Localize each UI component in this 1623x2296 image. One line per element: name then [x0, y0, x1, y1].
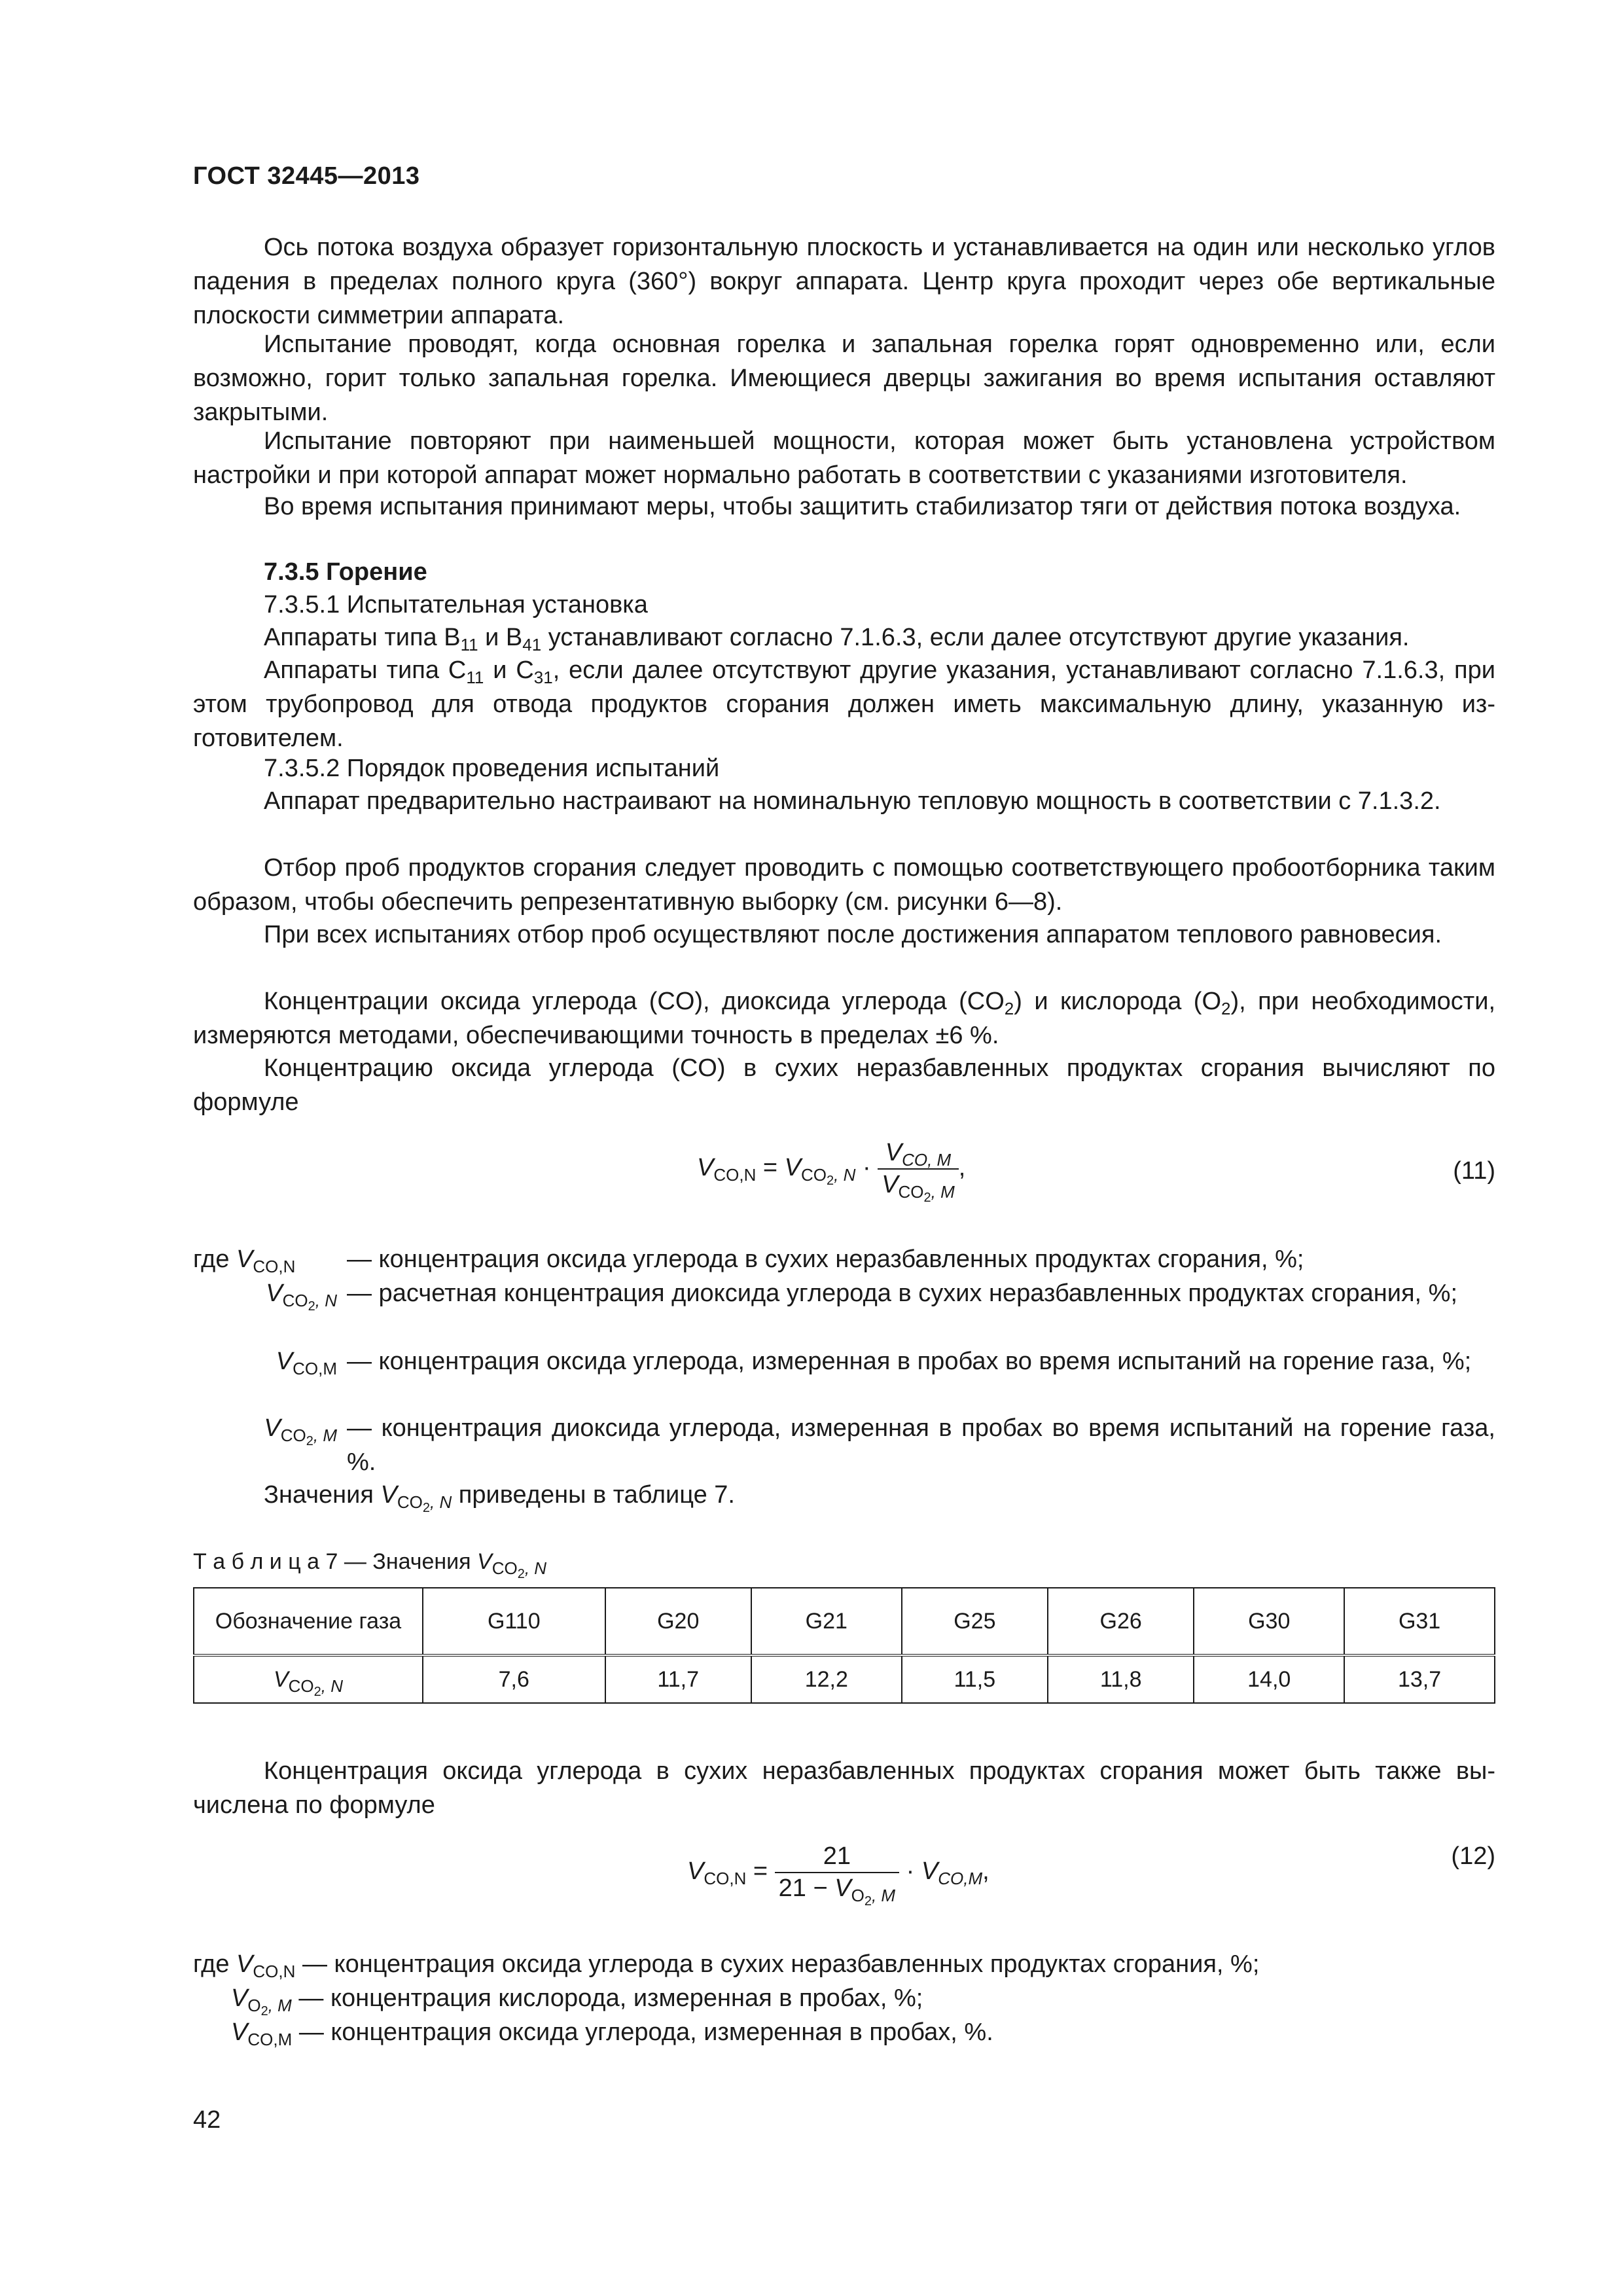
table-header-cell: G30: [1194, 1588, 1344, 1655]
where-1-def-4: — концентрация диоксида углерода, измеренная в пробах во время испытаний на горение газа, %.: [347, 1414, 1495, 1476]
formula-12-fraction: $\frac{21}{21 - V_{O_2, M}}$: [775, 1842, 899, 1903]
table-header-cell: G31: [1344, 1588, 1495, 1655]
where-1-label: где $V_{CO,N}$: [193, 1246, 296, 1276]
paragraph-type-b: Аппараты типа $B_{11}$ и $B_{41}$ устанавливают согласно 7.1.6.3, если далее отсутствуют другие указания.: [264, 624, 1410, 655]
formula-12-number: (12): [1451, 1842, 1495, 1870]
table-cell: 7,6: [423, 1655, 605, 1703]
subsection-heading-2: 7.3.5.2 Порядок проведения испытаний: [264, 755, 720, 782]
table-cell: 14,0: [1194, 1655, 1344, 1703]
where-2-line-2: $V_{O_2, M}$ — концентрация кислорода, измеренная в пробах, %;: [231, 1984, 923, 2018]
paragraph-type-c: Аппараты типа $C_{11}$ и $C_{31}$, если далее отсутствуют другие указания, устанавливают согласно 7.1.6.3, при этом трубопровод для отвода продуктов сгорания должен иметь максимальную длину, указанную изготовителем.: [193, 656, 1495, 752]
formula-11-fraction: $\frac{V_{CO, M}}{V_{CO_2, M}}$: [878, 1139, 959, 1199]
page-number: 42: [193, 2106, 221, 2134]
paragraph-equilibrium: При всех испытаниях отбор проб осуществляют после достижения аппаратом теплового равновесия.: [264, 921, 1442, 948]
where-1-def-3: — концентрация оксида углерода, измеренная в пробах во время испытаний на горение газа, %;: [347, 1348, 1472, 1375]
paragraph-test-repeat: Испытание повторяют при наименьшей мощности, которая может быть установлена устройством настройки и при которой аппарат может нормально работать в соответствии с указаниями изготовителя.: [193, 427, 1495, 489]
where-1-sym-4: $V_{CO_2, M}$: [264, 1414, 337, 1448]
paragraph-values-ref: Значения $V_{CO_2, N}$ приведены в таблице 7.: [264, 1481, 735, 1515]
paragraph-formula-12-intro: Концентрация оксида углерода в сухих неразбавленных продуктах сгорания может быть также вычислена по формуле: [193, 1757, 1495, 1819]
where-2-line-3: $V_{CO,M}$ — концентрация оксида углерода, измеренная в пробах, %.: [231, 2018, 993, 2049]
table-cell: 11,7: [605, 1655, 751, 1703]
table-row: [194, 1588, 1495, 1655]
paragraph-airflow: Ось потока воздуха образует горизонтальную плоскость и устанавливается на один или несколько углов падения в пределах полного круга (360°) вокруг аппарата. Центр круга проходит через обе вертикальные плоскости симметрии аппарата.: [193, 234, 1495, 329]
paragraph-test-burners: Испытание проводят, когда основная горелка и запальная горелка горят одновременно или, если возможно, горит только запальная горелка. Имеющиеся дверцы зажигания во время испытания оставляют закрытыми.: [193, 331, 1495, 426]
table-cell: 13,7: [1344, 1655, 1495, 1703]
formula-11-number: (11): [1453, 1157, 1495, 1185]
table-header-cell: G26: [1048, 1588, 1194, 1655]
where-1-sym-2: $V_{CO_2, N}$: [266, 1280, 337, 1314]
table-header-cell: G20: [605, 1588, 751, 1655]
table-cell: 12,2: [751, 1655, 902, 1703]
table-header-cell: G21: [751, 1588, 902, 1655]
document-header: ГОСТ 32445—2013: [193, 162, 420, 190]
section-heading: 7.3.5 Горение: [264, 558, 427, 586]
document-page: [193, 0, 1495, 2296]
table-row-label: $V_{CO_2, N}$: [194, 1655, 423, 1703]
table-header-cell: G25: [902, 1588, 1048, 1655]
where-1-sym-3: $V_{CO,M}$: [276, 1348, 337, 1378]
paragraph-concentrations: Концентрации оксида углерода (CO), диоксида углерода $(CO_2)$ и кислорода $(O_2)$, при необходимости, измеряются методами, обеспечивающими точность в пределах ±6 %.: [193, 988, 1495, 1049]
subsection-heading-1: 7.3.5.1 Испытательная установка: [264, 591, 648, 619]
paragraph-draught-stabilizer: Во время испытания принимают меры, чтобы защитить стабилизатор тяги от действия потока воздуха.: [264, 493, 1461, 520]
table-cell: 11,5: [902, 1655, 1048, 1703]
table-cell: 11,8: [1048, 1655, 1194, 1703]
paragraph-formula-intro: Концентрацию оксида углерода (CO) в сухих неразбавленных продуктах сгорания вычисляют по формуле: [193, 1054, 1495, 1116]
table-header-cell: Обозначение газа: [194, 1588, 423, 1655]
table-row: [194, 1655, 1495, 1703]
table-header-cell: G110: [423, 1588, 605, 1655]
table-7: [193, 1587, 1495, 1704]
paragraph-adjust: Аппарат предварительно настраивают на номинальную тепловую мощность в соответствии с 7.1.3.2.: [264, 787, 1441, 815]
where-1-def-1: — концентрация оксида углерода в сухих неразбавленных продуктах сгорания, %;: [347, 1246, 1304, 1273]
where-1-def-2: — расчетная концентрация диоксида углерода в сухих неразбавленных продуктах сгорания, %;: [347, 1280, 1458, 1307]
formula-11: $V_{CO,N} = V_{CO_2, N}$ · $\frac{V_{CO, M}}{V_{CO_2, M}}$ ,: [697, 1139, 966, 1205]
formula-12: $V_{CO,N}$ = $\frac{21}{21 - V_{O_2, M}}$ · $V_{CO,M}$,: [687, 1842, 990, 1909]
paragraph-sampling: Отбор проб продуктов сгорания следует проводить с помощью соответствующего пробоотборника таким образом, чтобы обеспечить репрезентативную выборку (см. рисунки 6—8).: [193, 854, 1495, 916]
where-2-line-1: где $V_{CO,N}$ — концентрация оксида углерода в сухих неразбавленных продуктах сгорания, %;: [193, 1950, 1260, 1981]
table-7-caption: Т а б л и ц а 7 — Значения $V_{CO_2, N}$: [193, 1549, 547, 1581]
